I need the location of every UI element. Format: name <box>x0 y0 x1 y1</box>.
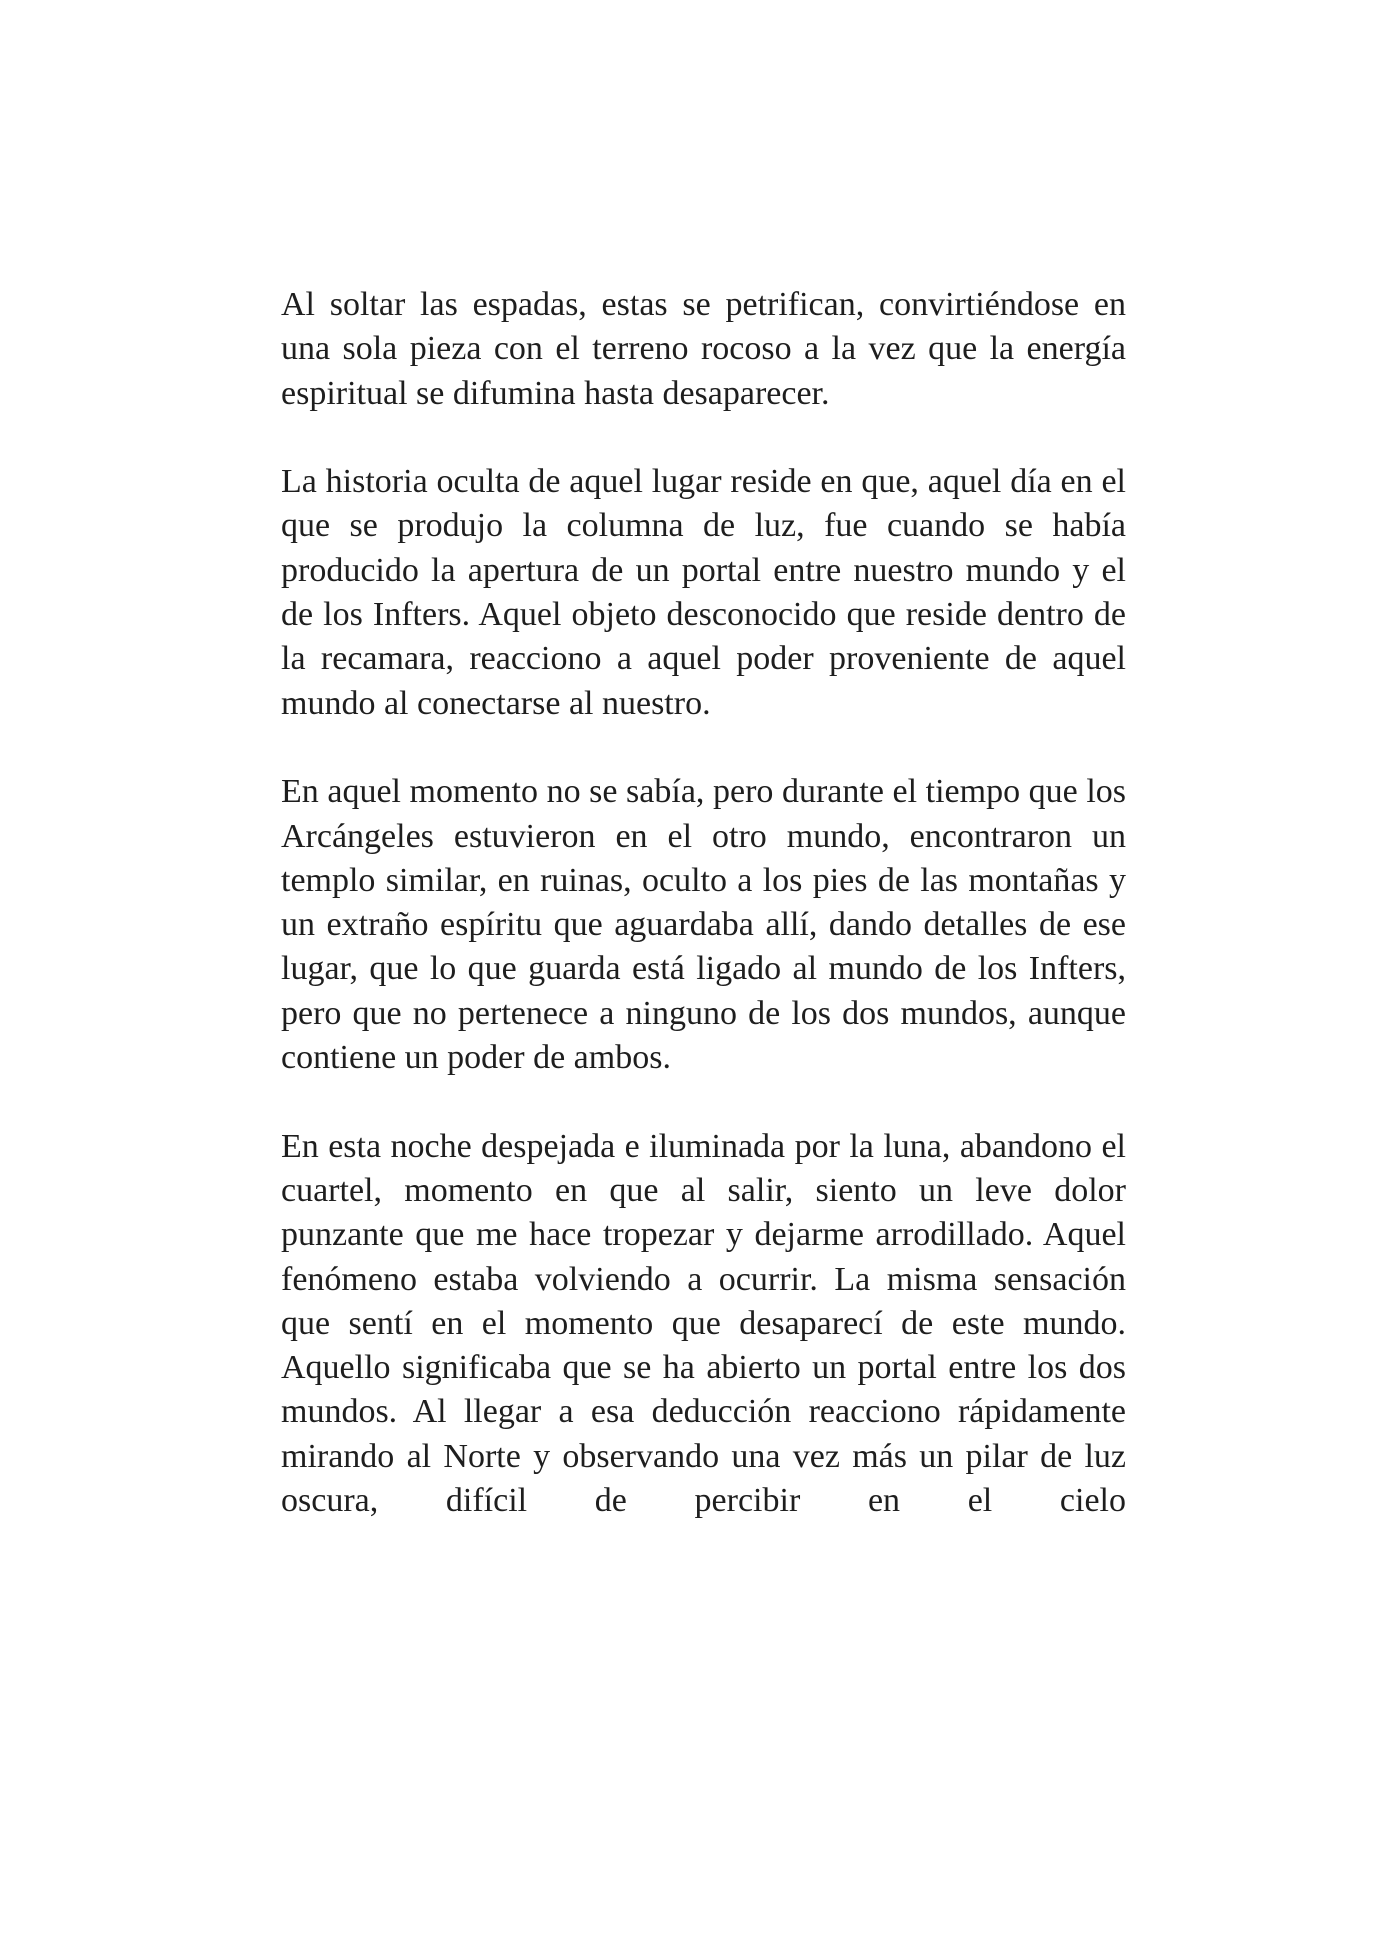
paragraph-3: En aquel momento no se sabía, pero durante el tiempo que los Arcángeles estuvieron en el otro mundo, encontraron un templo similar, en ruinas, oculto a los pies de las montañas y un extraño espíritu que aguardaba allí, dando detalles de ese lugar, que lo que guarda está ligado al mundo de los Infters, pero que no pertenece a ninguno de los dos mundos, aunque contiene un poder de ambos. <box>281 773 1126 1077</box>
body-text <box>281 283 1126 1523</box>
paragraph-1: Al soltar las espadas, estas se petrifican, convirtiéndose en una sola pieza con el terreno rocoso a la vez que la energía espiritual se difumina hasta desaparecer. <box>281 286 1126 412</box>
paragraph-4: En esta noche despejada e iluminada por la luna, abandono el cuartel, momento en que al salir, siento un leve dolor punzante que me hace tropezar y dejarme arrodillado. Aquel fenómeno estaba volviendo a ocurrir. La misma sensación que sentí en el momento que desaparecí de este mundo. Aquello significaba que se ha abierto un portal entre los dos mundos. Al llegar a esa deducción reacciono rápidamente mirando al Norte y observando una vez más un pilar de luz oscura, difícil de percibir en el cielo <box>281 1127 1126 1520</box>
paragraph-2: La historia oculta de aquel lugar reside en que, aquel día en el que se produjo la columna de luz, fue cuando se había producido la apertura de un portal entre nuestro mundo y el de los Infters. Aquel objeto desconocido que reside dentro de la recamara, reacciono a aquel poder proveniente de aquel mundo al conectarse al nuestro. <box>281 463 1126 722</box>
